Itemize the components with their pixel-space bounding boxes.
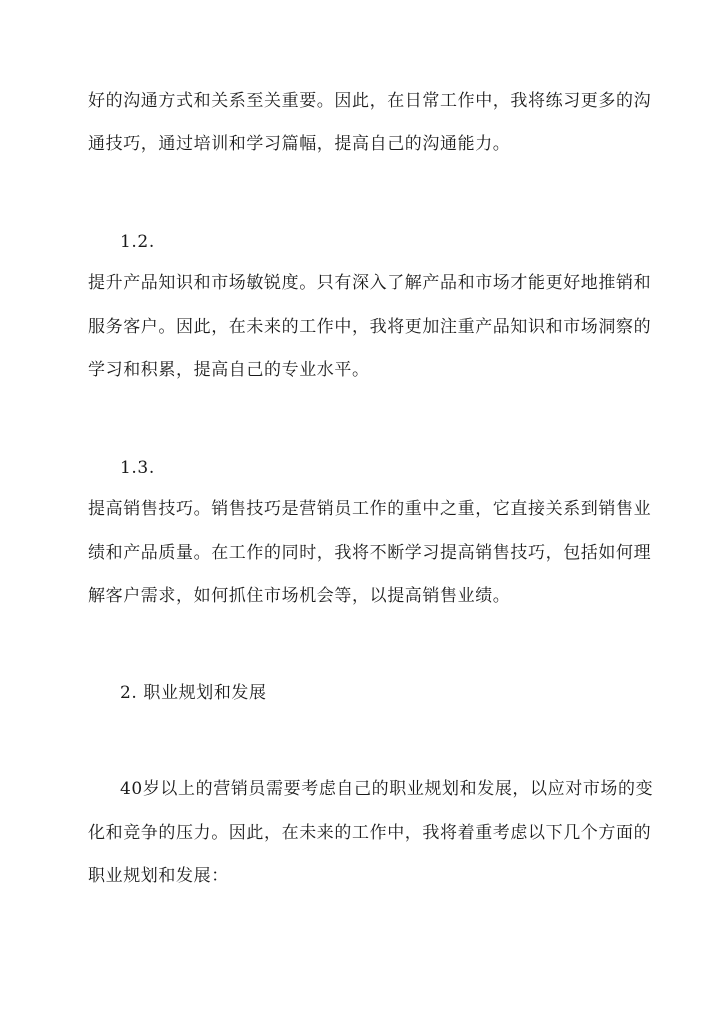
paragraph-line: 绩和产品质量。在工作的同时，我将不断学习提高销售技巧，包括如何理 <box>88 543 652 563</box>
paragraph-line: 服务客户。因此，在未来的工作中，我将更加注重产品知识和市场洞察的 <box>88 317 652 337</box>
section-heading: 2. 职业规划和发展 <box>120 683 267 703</box>
list-number: 1.3. <box>120 458 155 478</box>
paragraph-line: 提升产品知识和市场敏锐度。只有深入了解产品和市场才能更好地推销和 <box>88 273 652 293</box>
paragraph-line: 职业规划和发展： <box>88 866 229 886</box>
paragraph-line: 好的沟通方式和关系至关重要。因此，在日常工作中，我将练习更多的沟 <box>88 91 652 111</box>
paragraph-line: 解客户需求，如何抓住市场机会等，以提高销售业绩。 <box>88 586 511 606</box>
paragraph-line: 40岁以上的营销员需要考虑自己的职业规划和发展，以应对市场的变 <box>120 779 654 799</box>
paragraph-line: 化和竞争的压力。因此，在未来的工作中，我将着重考虑以下几个方面的 <box>88 823 652 843</box>
paragraph-line: 通技巧，通过培训和学习篇幅，提高自己的沟通能力。 <box>88 134 511 154</box>
paragraph-line: 提高销售技巧。销售技巧是营销员工作的重中之重，它直接关系到销售业 <box>88 499 652 519</box>
paragraph-line: 学习和积累，提高自己的专业水平。 <box>88 360 370 380</box>
list-number: 1.2. <box>120 232 155 252</box>
